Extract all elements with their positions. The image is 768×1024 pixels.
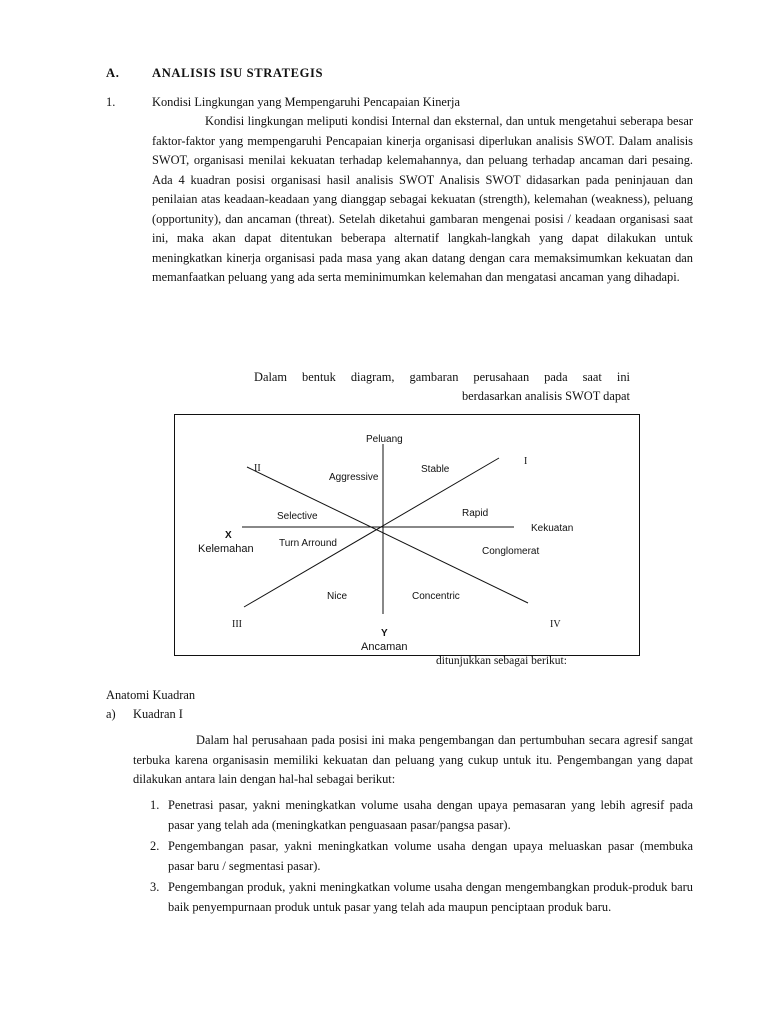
swot-paragraph: Kondisi lingkungan meliputi kondisi Internal dan eksternal, dan untuk mengetahui seberapa besar faktor-faktor yang mempengaruhi Pencapaian kinerja organisasi diperlukan analisis SWOT. Dalam analisis SWOT, organisasi menilai kekuatan terhadap kelemahannya, dan peluang terhadap ancaman dari pesaing. Ada 4 kuadran posisi organisasi hasil analisis SWOT Analisis SWOT didasarkan pada peninjauan dan penilaian atas keadaan-keadaan yang dianggap sebagai kekuatan (strength), kelemahan (weakness), peluang (opportunity), dan ancaman (threat). Setelah diketahui gambaran mengenai posisi / keadaan organisasi saat ini, maka akan dapat ditentukan beberapa alternatif langkah-langkah yang dapat dilakukan untuk meningkatkan kinerja organisasi pada masa yang akan datang dengan cara memaksimumkan kekuatan dan memanfaatkan peluang yang ada serta meminimumkan kelemahan dan mengatasi ancaman yang dihadapi. [152, 114, 693, 284]
label-rapid: Rapid [462, 508, 489, 519]
quadrant-iii: III [232, 619, 242, 630]
diagram-intro-line2: berdasarkan analisis SWOT dapat [461, 389, 630, 403]
list-text: Penetrasi pasar, yakni meningkatkan volume usaha dengan upaya pemasaran yang lebih agresif pada pasar yang telah ada (meningkatkan penguasaan pasar/pangsa pasar). [168, 798, 693, 832]
label-aggressive: Aggressive [329, 472, 379, 483]
list-number: 3. [150, 880, 160, 894]
label-conglomerat: Conglomerat [482, 546, 540, 557]
label-stable: Stable [421, 464, 450, 475]
list-text: Pengembangan produk, yakni meningkatkan volume usaha dengan mengembangkan produk-produk baru baik penyempurnaan produk untuk pasar yang telah ada maupun penciptaan produk baru. [168, 880, 693, 914]
section-letter: A. [106, 66, 120, 80]
list-item [150, 837, 693, 876]
diagram-frame [175, 415, 640, 656]
label-peluang: Peluang [366, 434, 403, 445]
diagram-caption: ditunjukkan sebagai berikut: [436, 655, 567, 667]
subsection-letter: a) [106, 707, 116, 721]
item-title: Kondisi Lingkungan yang Mempengaruhi Pencapaian Kinerja [152, 95, 460, 109]
label-ancaman: Ancaman [361, 641, 408, 653]
diagram-intro-line1: Dalam bentuk diagram, gambaran perusahaan pada saat ini [254, 370, 630, 384]
label-x: X [225, 530, 232, 541]
quadrant-iv: IV [550, 619, 561, 630]
section-title: ANALISIS ISU STRATEGIS [152, 66, 324, 80]
list-number: 1. [150, 798, 160, 812]
subsection-title: Kuadran I [133, 707, 183, 721]
list-text: Pengembangan pasar, yakni meningkatkan volume usaha dengan upaya meluaskan pasar (membuka pasar baru / segmentasi pasar). [168, 839, 693, 873]
quadrant-ii: II [254, 463, 261, 474]
item-number: 1. [106, 95, 116, 109]
label-selective: Selective [277, 511, 318, 522]
diagonal-nw-se [247, 467, 528, 603]
label-nice: Nice [327, 591, 348, 602]
list-number: 2. [150, 839, 160, 853]
strategy-list [150, 796, 693, 917]
label-kelemahan: Kelemahan [198, 543, 254, 555]
label-y: Y [381, 628, 388, 639]
kuadran-paragraph: Dalam hal perusahaan pada posisi ini maka pengembangan dan pertumbuhan secara agresif sangat terbuka karena organisasin memiliki kekuatan dan peluang yang cukup untuk itu. Pengembangan yang dapat dilakukan antara lain dengan hal-hal sebagai berikut: [133, 733, 693, 786]
swot-diagram [174, 414, 640, 656]
anatomy-title: Anatomi Kuadran [106, 688, 196, 702]
list-item [150, 796, 693, 835]
label-turn-around: Turn Arround [279, 538, 337, 549]
list-item [150, 878, 693, 917]
quadrant-i: I [524, 456, 528, 467]
label-concentric: Concentric [412, 591, 460, 602]
label-kekuatan: Kekuatan [531, 523, 574, 534]
